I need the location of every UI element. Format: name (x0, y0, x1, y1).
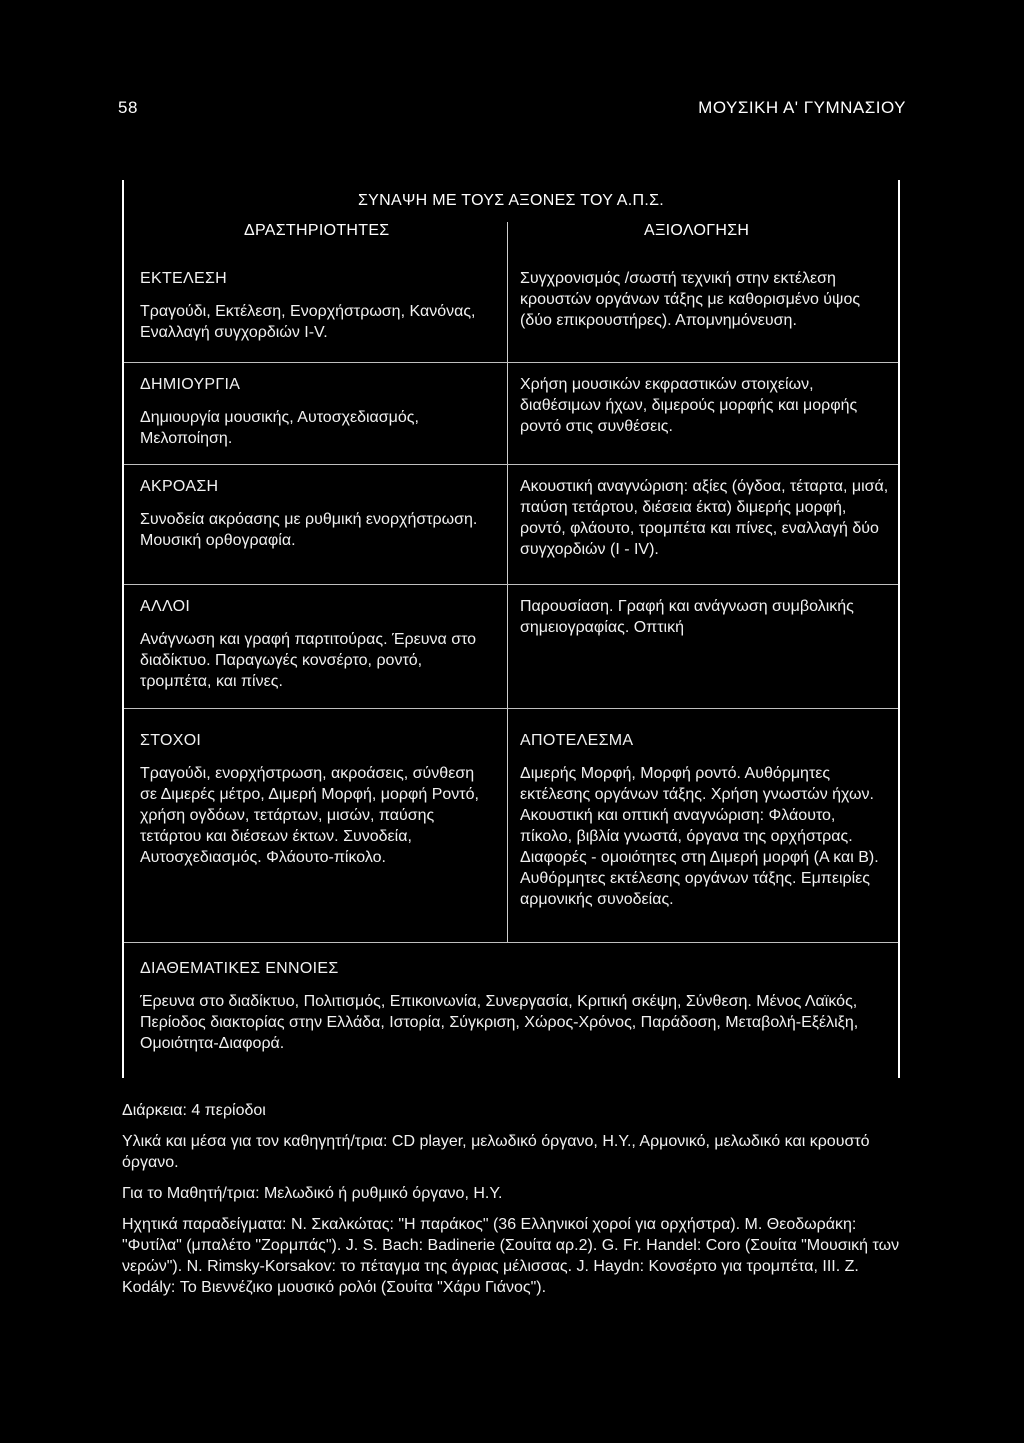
lesson-notes (122, 1100, 912, 1308)
row-label: ΑΚΡΟΑΣΗ (140, 478, 219, 495)
page-number: 58 (118, 98, 138, 117)
row-execution-left (140, 268, 490, 343)
row-label: ΔΗΜΙΟΥΡΓΙΑ (140, 376, 241, 393)
row-label: ΑΛΛΟΙ (140, 598, 191, 615)
row-divider (124, 464, 898, 465)
row-text: Τραγούδι, ενορχήστρωση, ακροάσεις, σύνθεση σε Διμερές μέτρο, Διμερή Μορφή, μορφή Ροντό, χρήση ογδόων, τετάρτων, μισών, παύσης τετάρτου και διέσεων έκτων. Συνοδεία, Αυτοσχεδιασμός. Φλάουτο-πίκολο. (140, 765, 479, 866)
row-text: Δημιουργία μουσικής, Αυτοσχεδιασμός, Μελοποίηση. (140, 409, 419, 447)
row-label: ΑΠΟΤΕΛΕΣΜΑ (520, 732, 634, 749)
column-divider (507, 222, 508, 942)
student-materials: Για το Μαθητή/τρια: Μελωδικό ή ρυθμικό όργανο, Η.Υ. (122, 1185, 503, 1202)
row-text: Παρουσίαση. Γραφή και ανάγνωση συμβολικής σημειογραφίας. Οπτική (520, 598, 854, 636)
row-divider (124, 584, 898, 585)
row-listening-left (140, 476, 490, 551)
table-title: ΣΥΝΑΨΗ ΜΕ ΤΟΥΣ ΑΞΟΝΕΣ ΤΟΥ Α.Π.Σ. (357, 192, 665, 209)
row-label: ΕΚΤΕΛΕΣΗ (140, 270, 227, 287)
row-goals-left (140, 730, 490, 868)
row-text: Συγχρονισμός /σωστή τεχνική στην εκτέλεση κρουστών οργάνων τάξης με καθορισμένο ύψος (δύο επικρουστήρες). Απομνημόνευση. (520, 270, 861, 329)
row-execution-right (520, 268, 890, 331)
lesson-table (122, 180, 900, 1078)
interdisciplinary-text: Έρευνα στο διαδίκτυο, Πολιτισμός, Επικοινωνία, Συνεργασία, Κριτική σκέψη, Σύνθεση. Μένος Λαϊκός, Περίοδος διακτορίας στην Ελλάδα, Ιστορία, Σύγκριση, Χώρος-Χρόνος, Παράδοση, Μεταβολή-Εξέλιξη, Ομοιότητα-Διαφορά. (140, 993, 859, 1052)
column-heading-assessment: ΑΞΙΟΛΟΓΗΣΗ (644, 222, 750, 239)
row-divider (124, 362, 898, 363)
duration-line: Διάρκεια: 4 περίοδοι (122, 1102, 266, 1119)
row-goals-right (520, 730, 890, 910)
row-listening-right (520, 476, 890, 560)
row-text: Χρήση μουσικών εκφραστικών στοιχείων, διαθέσιμων ήχων, διμερούς μορφής και μορφής ροντό στις συνθέσεις. (520, 376, 858, 435)
interdisciplinary-section (140, 958, 886, 1054)
row-label: ΣΤΟΧΟΙ (140, 732, 202, 749)
row-creation-right (520, 374, 890, 437)
teacher-materials: Υλικά και μέσα για τον καθηγητή/τρια: CD player, μελωδικό όργανο, Η.Υ., Αρμονικό, μελωδικό και κρουστό όργανο. (122, 1133, 870, 1171)
row-divider (124, 708, 898, 709)
row-divider (124, 942, 898, 943)
page-header (118, 98, 906, 128)
row-text: Συνοδεία ακρόασης με ρυθμική ενορχήστρωση. Μουσική ορθογραφία. (140, 511, 478, 549)
row-text: Διμερής Μορφή, Μορφή ροντό. Αυθόρμητες εκτέλεσης οργάνων τάξης. Χρήση γνωστών ήχων. Ακουστική και οπτική αναγνώριση: Φλάουτο, πίκολο, βιβλία γνωστά, όργανα της ορχήστρας. Διαφορές - ομοιότητες στη Διμερή μορφή (Α και Β). Αυθόρμητες εκτέλεσης οργάνων τάξης. Εμπειρίες αρμονικής συνοδείας. (520, 765, 879, 908)
listening-examples: Ηχητικά παραδείγματα: Ν. Σκαλκώτας: "Η παράκος" (36 Ελληνικοί χοροί για ορχήστρα). Μ. Θεοδωράκη: "Φυτίλα" (μπαλέτο "Ζορμπάς"). J. S. Bach: Badinerie (Σουίτα αρ.2). G. Fr. Handel: Coro (Σουίτα "Μουσική των νερών"). N. Rimsky-Korsakov: το πέταγμα της άγριας μέλισσας. J. Haydn: Κονσέρτο για τρομπέτα, III. Z. Kodály: Το Βιεννέζικο μουσικό ρολόι (Σουίτα "Χάρυ Γιάνος"). (122, 1216, 900, 1296)
row-text: Ακουστική αναγνώριση: αξίες (όγδοα, τέταρτα, μισά, παύση τετάρτου, διέσεια έκτα) διμερής μορφή, ροντό, φλάουτο, τρομπέτα και πίνες, εναλλαγή δύο συγχορδιών (Ι - IV). (520, 478, 889, 558)
interdisciplinary-label: ΔΙΑΘΕΜΑΤΙΚΕΣ ΕΝΝΟΙΕΣ (140, 960, 339, 977)
row-text: Ανάγνωση και γραφή παρτιτούρας. Έρευνα στο διαδίκτυο. Παραγωγές κονσέρτο, ροντό, τρομπέτα, και πίνες. (140, 631, 477, 690)
row-creation-left (140, 374, 490, 449)
row-other-left (140, 596, 490, 692)
row-text: Τραγούδι, Εκτέλεση, Ενορχήστρωση, Κανόνας, Εναλλαγή συγχορδιών Ι-V. (140, 303, 476, 341)
row-other-right (520, 596, 890, 638)
running-title: ΜΟΥΣΙΚΗ Α' ΓΥΜΝΑΣΙΟΥ (698, 98, 906, 117)
column-heading-activities: ΔΡΑΣΤΗΡΙΟΤΗΤΕΣ (244, 222, 390, 239)
